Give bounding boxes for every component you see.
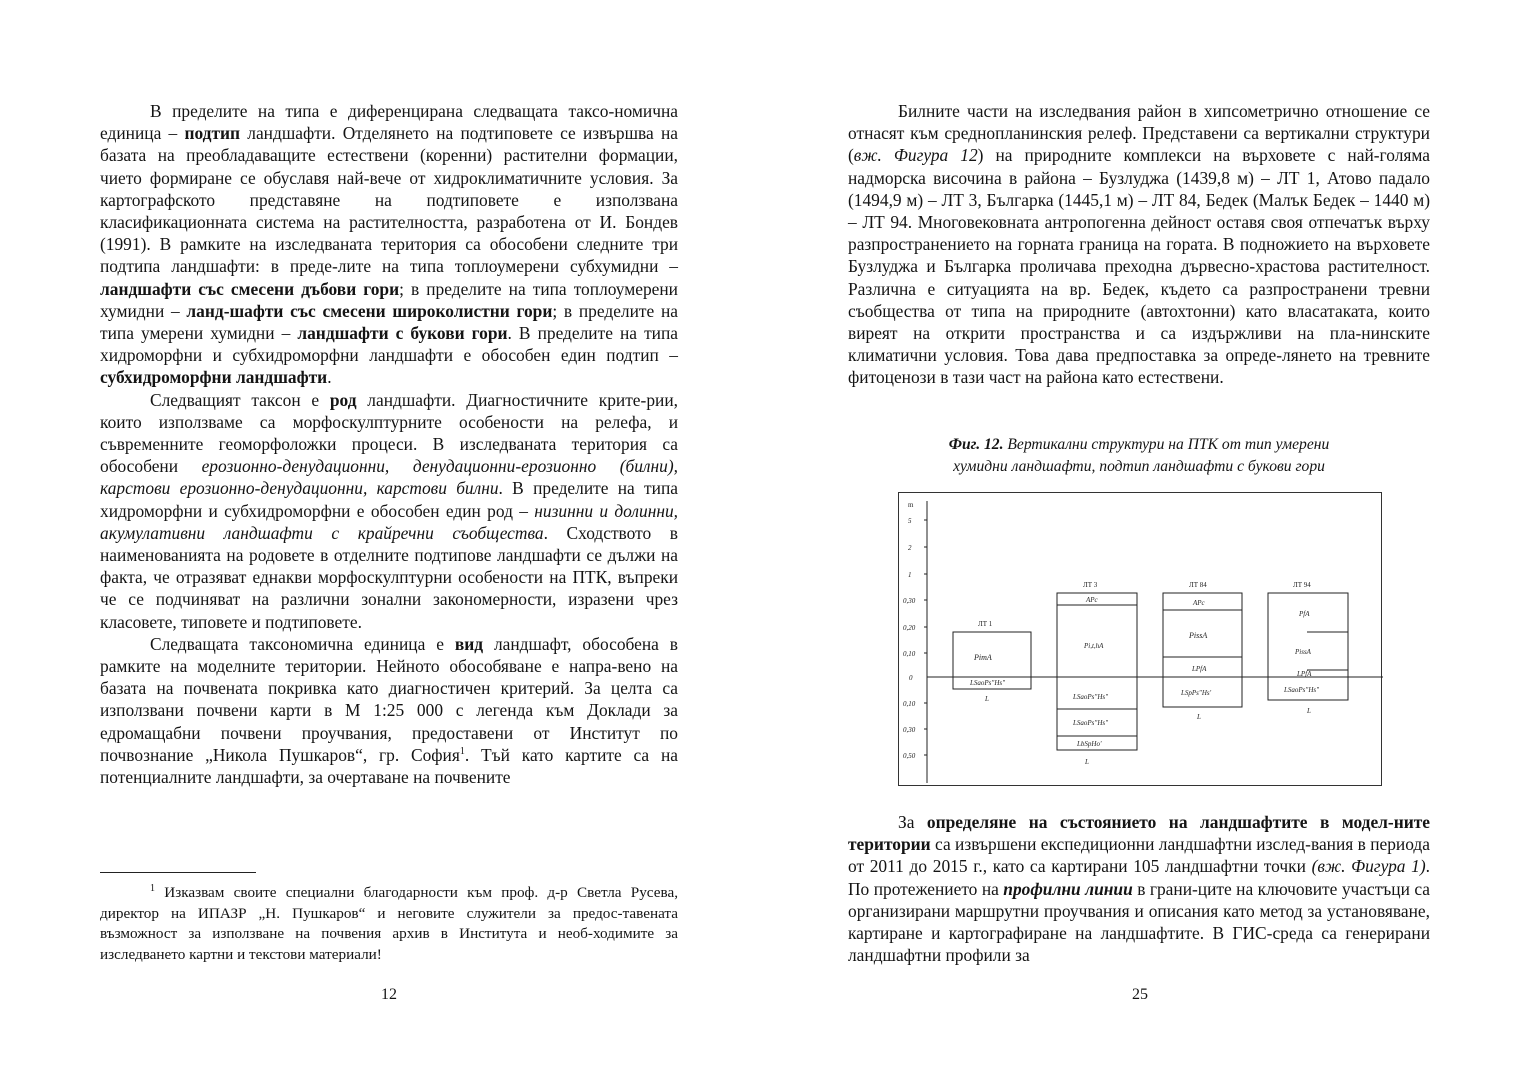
bold-term: подтип	[184, 123, 241, 144]
y-tick-label: 0,30	[903, 726, 916, 734]
bold-italic-term: профилни линии	[1003, 878, 1133, 899]
text-run: . В пределите на типа хидроморфни и субхидроморфни ландшафти е обособен един подтип –	[100, 323, 678, 366]
italic-term: низинни и долинни, акумулативни ландшафти с крайречни съобщества	[100, 500, 679, 543]
bold-term: ланд-шафти със смесени широколистни гори	[186, 300, 553, 321]
y-tick-label: 0,30	[903, 597, 916, 605]
y-tick-label: 1	[908, 571, 912, 579]
layer-label: PfA	[1299, 610, 1310, 618]
figure-caption-line: хумидни ландшафти, подтип ландшафти с букови гори	[953, 458, 1325, 475]
right-paragraph-vertical-structures	[848, 100, 1430, 389]
column-lt3	[1057, 581, 1137, 766]
y-tick-label: 0,50	[903, 752, 916, 760]
y-tick-label: 0,10	[903, 650, 916, 658]
base-label: L	[985, 695, 989, 703]
italic-term: ерозионно-денудационни, денудационни-ерозионно (билни), карстови ерозионно-денудационни, карстови билни	[100, 456, 678, 499]
bold-term: вид	[454, 633, 484, 654]
layer-label: LSpPs"Hs'	[1181, 689, 1212, 697]
layer-label: APc	[1193, 599, 1205, 607]
layer-label: LSaoPs"Hs"	[1073, 719, 1109, 727]
bold-term: субхидроморфни ландшафти	[100, 367, 328, 388]
layer-label: Pi,t,hA	[1084, 642, 1104, 650]
bold-term: ландшафти със смесени дъбови гори	[100, 278, 400, 299]
text-run: ; в пределите на типа умерени хумидни –	[100, 300, 678, 344]
y-tick-label: 0	[909, 674, 913, 682]
footnote-divider	[100, 872, 256, 873]
text-run: . По протежението на	[848, 856, 1430, 899]
layer-label: LPfA	[1192, 665, 1207, 673]
left-paragraph-genus	[100, 389, 678, 633]
text-run: .	[327, 367, 332, 388]
left-paragraph-subtype	[100, 100, 678, 389]
layer-label: LSaoPs"Hs"	[970, 679, 1006, 687]
figure-reference[interactable]: вж. Фигура 12	[853, 145, 978, 166]
text-run: са извършени експедиционни ландшафтни изслед-вания в периода от 2011 до 2015 г., като са картирани 105 ландшафтни точки	[848, 834, 1430, 877]
layer-label: PissA	[1189, 631, 1208, 640]
y-tick-label: 2	[908, 544, 912, 552]
left-body-text	[100, 100, 678, 788]
figure-caption	[848, 434, 1430, 478]
column-label: ЛТ 84	[1189, 581, 1207, 589]
column-label: ЛТ 94	[1293, 581, 1311, 589]
vertical-structure-diagram	[898, 492, 1382, 786]
diagram-svg	[899, 493, 1383, 787]
column-lt94	[1268, 581, 1348, 715]
bold-term: ландшафти с букови гори	[297, 323, 508, 344]
layer-label: PimA	[974, 653, 992, 662]
layer-label: APc	[1086, 596, 1098, 604]
layer-label: LbSpHo'	[1077, 740, 1102, 748]
text-run: ; в пределите на типа топлоумерени хумидни –	[100, 278, 678, 321]
base-label: L	[1307, 707, 1311, 715]
column-label: ЛТ 3	[1083, 581, 1098, 589]
y-tick-label: 5	[908, 517, 912, 525]
bold-term: род	[329, 389, 357, 410]
text-run: . Тъй като картите са на потенциалните ландшафти, за очертаване на почвените	[100, 744, 678, 788]
text-run: ) на природните комплекси на върховете с най-голяма надморска височина в района – Бузлуджа (1439,8 м) – ЛТ 1, Атово падало (1494,9 м) – ЛТ 3, Българка (1445,1 м) – ЛТ 84, Бедек (Малък Бедек – 1440 м) – ЛТ 94. Многовековната антропогенна дейност оставя своя отпечатък върху разпространението на горната граница на гората. В подножието на върховете Бузлуджа и Българка проличава преходна дървесно-храстова растителност. Различна е ситуацията на вр. Бедек, където са разпространени тревни съобщества от типа на природните (автохтонни) като власатаката, които виреят на открити пространства и са издържливи на пла-нинските климатични условия. Това дава предпоставка за опреде-лянето на тревните фитоценози в тази част на района като естествени.	[848, 145, 1430, 388]
text-run: ландшафти. Диагностичните крите-рии, които използваме са морфоскулптурните особености на релефа, и съвременните геоморфоложки процеси. В изследваната територия са обособени	[100, 389, 678, 477]
y-unit-label: m	[908, 501, 914, 509]
figure-reference[interactable]: (вж. Фигура 1)	[1311, 856, 1426, 877]
text-run: в грани-ците на ключовите участъци са организирани маршрутни проучвания и описания като метод за установяване, картиране и картографиране на ландшафтите. В ГИС-среда са генерирани ландшафтни профили за	[848, 878, 1430, 966]
text-run: Билните части на изследвания район в хипсометрично отношение се отнасят към среднопланинския релеф. Представени са вертикални структури (	[848, 101, 1430, 166]
y-tick-label: 0,20	[903, 624, 916, 632]
text-run: ландшафти. Отделянето на подтиповете се извършва на базата на преобладаващите естествени (коренни) растителни формации, чието формиране се обуславя най-вече от хидроклиматичните условия. За картографското представяне на подтиповете е използвана класификационната система на растителността, разработена от И. Бондев (1991). В рамките на изследваната територия са обособени следните три подтипа ландшафти: в преде-лите на типа топлоумерени субхумидни –	[100, 123, 678, 277]
text-run: . Сходството в наименованията на родовете в отделните подтипове ландшафти се дължи на факта, че отразяват еднакви морфоскулптурни особености на ПТК, въпреки че се подчиняват на различни зонални закономерности, изразени чрез класовете, типовете и подтиповете.	[100, 522, 679, 632]
y-tick-label: 0,10	[903, 700, 916, 708]
footnote-mark: 1	[150, 882, 155, 894]
column-lt1	[953, 620, 1031, 703]
right-paragraph-state	[848, 811, 1430, 966]
base-label: L	[1197, 713, 1201, 721]
text-run: Следващият таксон е	[150, 389, 330, 410]
footnote	[100, 883, 678, 965]
text-run: В пределите на типа е диференцирана следващата таксо-номична единица –	[100, 101, 678, 144]
layer-label: PissA	[1295, 648, 1311, 656]
bold-term: определяне на състоянието на ландшафтите в модел-ните територии	[848, 812, 1431, 855]
right-page	[848, 0, 1430, 1080]
left-paragraph-species	[100, 633, 678, 788]
text-run: ландшафт, обособена в рамките на моделните територии. Нейното обособяване е напра-вено на базата на почвената покривка като диагностичен критерий. За целта са използвани почвени карти в М 1:25 000 с легенда към Доклади за едромащабни почвени проучвания, предоставени от Институт по почвознание „Никола Пушкаров“, гр. София	[100, 633, 678, 765]
layer-label: LSaoPs"Hs"	[1073, 693, 1109, 701]
right-body-text-top	[848, 100, 1430, 389]
figure-caption-line: Вертикални структури на ПТК от тип умерени	[1003, 436, 1330, 453]
page-number-right: 25	[1132, 986, 1148, 1003]
figure-label: Фиг. 12.	[948, 436, 1004, 453]
column-label: ЛТ 1	[978, 620, 993, 628]
text-run: . В пределите на типа хидроморфни и субхидроморфни е обособен един род –	[100, 478, 678, 521]
layer-label: LPfA	[1297, 670, 1312, 678]
footnote-text: Изказвам своите специални благодарности към проф. д-р Светла Русева, директор на ИПАЗР „Н. Пушкаров“ и неговите служители за предос-тавената възможност за използване на почвения архив в Института и необ-ходимите за изследването картни и текстови материали!	[100, 884, 678, 963]
base-label: L	[1085, 758, 1089, 766]
text-run: За	[898, 812, 927, 832]
footnote-reference[interactable]: 1	[459, 746, 465, 758]
column-lt84	[1163, 581, 1242, 721]
page-number-left: 12	[381, 986, 397, 1003]
text-run: Следващата таксономична единица е	[150, 633, 455, 654]
left-page	[100, 0, 678, 1080]
right-body-text-bottom	[848, 811, 1430, 966]
layer-label: LSaoPs"Hs"	[1284, 686, 1320, 694]
